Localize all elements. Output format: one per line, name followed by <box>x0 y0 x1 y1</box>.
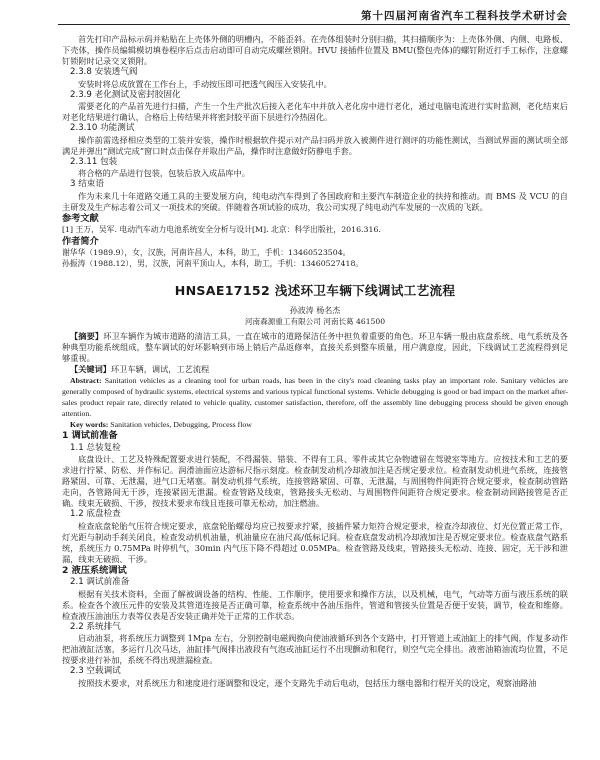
section-heading-conclusion: 3 结束语 <box>70 179 104 189</box>
section-body-2-3-11: 将合格的产品进行包装，包装后放入成品库中。 <box>78 168 250 178</box>
section-heading-1-1: 1.1 总装复检 <box>70 442 121 453</box>
section-heading-1-2: 1.2 底盘检查 <box>70 509 121 519</box>
author-info-2: 孙振涛（1988.12），男，汉族，河南平顶山人，本科，助工，手机：13460527418。 <box>62 258 364 268</box>
section-heading-2: 2 液压系统调试 <box>62 564 127 576</box>
reference-item: [1] 王万，吴军. 电动汽车动力电池系统安全分析与设计[M]. 北京：科学出版社，2016.316. <box>62 225 381 234</box>
section-heading-2-1: 2.1 调试前准备 <box>70 577 130 587</box>
section-heading-2-3-8: 2.3.8 安装透气阀 <box>70 67 138 77</box>
section-body-2-2: 启动油泵，将系统压力调整到 1Mpa 左右，分别控制电磁阀换向使油液循环到各个支路中，打开管道上或油缸上的排气阀，作复多动作把油液缸活塞，多运行几次马达，油缸排气阀排出液段有气泡或油缸运行不出现颤动和爬行，则空气完全排出。液密油箱油流均位置，不足按要求进行补加，系统不得出现泄漏检查。 <box>62 633 568 665</box>
section-body-conclusion: 作为未来几十年道路交通工具的主要发展方向，纯电动汽车得到了各国政府和主要汽车制造企业的扶持和推动。而 BMS 及 VCU 的自主研发及生产标志着公司又一项技术的突破。伴随着各项试验的成功，我公司实现了纯电动汽车发展的一次质的飞跃。 <box>62 190 568 212</box>
abstract-cn <box>62 331 568 364</box>
article-title: HNSAE17152 浅述环卫车辆下线调试工艺流程 <box>174 283 456 298</box>
keywords-en-text: Sanitation vehicles, Debugging, Process flow <box>110 420 252 429</box>
section-body-2-3-8: 安装时将总成放置在工作台上，手动按压即可把透气阀压入安装孔中。 <box>78 78 332 89</box>
abstract-text: 环卫车辆作为城市道路的清洁工具，一直在城市的道路保洁任务中担负着重要的角色。环卫车辆一般由底盘系统、电气系统及各种典型功能系统组成，整车调试的好坏影响到市场上销后产品返修率，直接关系到整车质量，用户满意度，因此，下线调试工艺流程得到足够重视。 <box>62 331 568 363</box>
abstract-label: 【摘要】 <box>70 331 104 341</box>
abstract-en-text: Sanitation vehicles as a cleaning tool for urban roads, has been in the city's road cleaning tasks play an important role. Sanitary vehicles are generally composed of hydraulic systems, electrical systems and various typical functional systems. Vehicle debugging is good or bad impact on the market after-sales product repair rate, directly related to vehicle quality, customer satisfaction, therefore, off the assembly line debugging process should be given enough attention. <box>62 376 568 418</box>
article-authors: 孙波涛 杨名杰 <box>289 306 341 315</box>
keywords-cn <box>62 364 568 375</box>
header-rule <box>58 24 570 25</box>
page-content <box>62 34 568 689</box>
author-info-heading: 作者简介 <box>62 235 99 247</box>
keywords-text: 环卫车辆，调试，工艺流程 <box>110 364 210 374</box>
author-info-1: 谢华华（1989.9），女，汉族，河南许昌人，本科，助工，手机：13460523504。 <box>62 248 351 257</box>
section-body-2-3-10: 操作前需选择相应类型的工装并安装，操作时根据软件提示对产品扫码并放入被测件进行测评的功能性测试，当测试界面的测试项全部满足并弹出“测试完成”窗口时点击保存并取出产品，操作时注意做好防静电手套。 <box>62 134 568 156</box>
section-heading-1: 1 调试前准备 <box>62 430 118 441</box>
references-heading: 参考文献 <box>62 212 99 224</box>
keywords-label: 【关键词】 <box>70 364 111 374</box>
abstract-en-label: Abstract: <box>70 376 102 385</box>
section-body-1-2: 检查底盘轮胎气压符合规定要求，底盘轮胎螺母均应已按要求拧紧，接插件紧力矩符合规定要求，检查冷却液位、灯光位置正常工作，灯光距与制动手刹关闭良，检查发动机机油量，机油量应在油尺高/低标记间。检查底盘发动机冷却液加注是否规定要求位。检查底盘气路系统，系统压力 0.75MPa 时停机气，30min 内气压下降不得超过 0.05MPa。检查管路及线束，管路接头无松动、连接、固定，无干涉和泄漏，线束无破损、干涉。 <box>62 520 568 564</box>
article-affiliation: 河南森源重工有限公司 河南长葛 461500 <box>244 317 386 326</box>
running-header: 第十四届河南省汽车工程科技学术研讨会 <box>361 10 568 22</box>
section-heading-2-2: 2.2 系统排气 <box>70 621 121 632</box>
section-heading-2-3-10: 2.3.10 功能测试 <box>70 123 135 133</box>
section-body-2-3: 按照技术要求，对系统压力和速度进行逐调整和设定，逐个支路先手动后电动，包括压力继电器和行程开关的设定，观察油路油 <box>78 677 537 688</box>
section-body-2-1: 根据有关技术资料，全面了解被调设备的结构、性能、工作顺序，使用要求和操作方法，以及机械，电气，气动等方面与液压系统的联系。检查各个液压元件的安装及其管道连接是否正确可靠，检查系统中各油压指件，管道和管接头位置是否便于安装，调节，检查和维修。检查液压油油压力表等仪表是否安装正确并处于正常的工作状态。 <box>62 588 568 621</box>
prev-paragraph: 首先打印产品标示码并粘贴在上壳体外侧的明槽内，不能歪斜。在壳体组装时分别扫描，其扫描顺序为：上壳体外侧、内侧、电路板、下壳体，操作员编辑模切填卷程序后点击启动即可自动完成螺丝锁附。HVU 接插件位置及 BMU(整包壳体)的螺钉附近打手工标作，注意螺钉锁附时记录交叉锁附。 <box>62 34 568 66</box>
section-heading-2-3: 2.3 空载调试 <box>70 666 121 676</box>
section-heading-2-3-9: 2.3.9 老化测试及密封胶固化 <box>70 89 181 100</box>
keywords-en-label: Key words: <box>70 420 109 429</box>
keywords-en <box>62 419 568 430</box>
section-body-2-3-9: 需要老化的产品首先进行扫描，产生一个生产批次后接入老化车中并放入老化房中进行老化，通过电脑电流进行实时监测，老化结束后对老化结果进行确认，合格后上传结果并将密封胶平面下层进行冷热固化。 <box>62 101 568 122</box>
abstract-en <box>62 375 568 419</box>
section-heading-2-3-11: 2.3.11 包装 <box>70 156 118 167</box>
section-body-1-1: 底盘设计、工艺及特殊配置要求进行装配，不得漏装、错装、不得有工具、零件或其它杂物遗留在驾驶室等地方。应按技术和工艺的要求进行拧紧、防松、并作标记。润滑油面应达游标尺指示刻度。检查制发动机冷却液加注是否规定要求位。检查制发动机进气系统，连接管路紧固、可靠、无泄漏，进气口无堵塞。制发动机排气系统，连接管路紧固、可靠、无泄漏，与周围物件间距符合规定要求，检查制动管路走向，各管路间无干涉，连接紧固无泄漏。检查管路及线束，管路接头无松动、与周围物件间距符合规定要求。检查制动回路接管是否正确。线束无破损、干涉，按技术要求布线且连接可靠无松动，加注燃油。 <box>62 454 568 508</box>
